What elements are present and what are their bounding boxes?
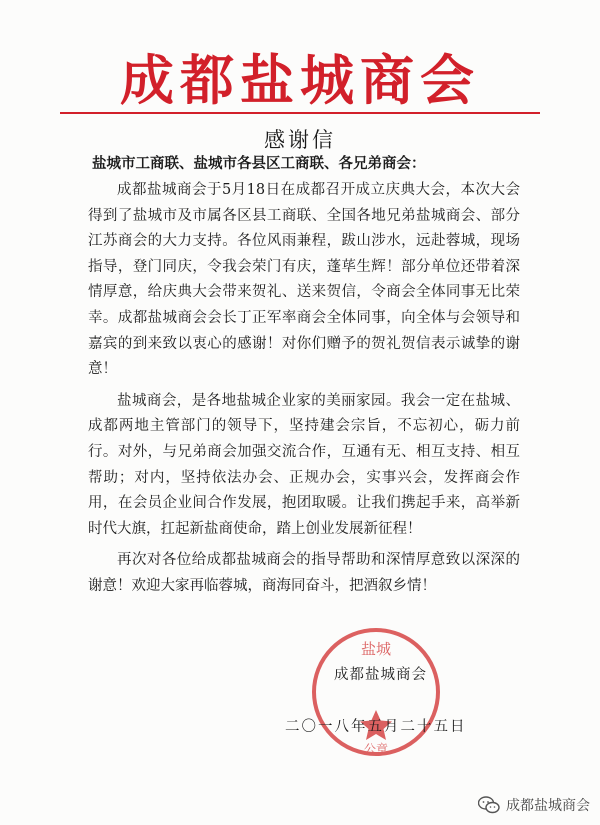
body-paragraph-1: 成都盐城商会于5月18日在成都召开成立庆典大会，本次大会得到了盐城市及市属各区县工商联、全国各地兄弟盐城商会、部分江苏商会的大力支持。各位风雨兼程，跋山涉水，远赴蓉城，现场指导，登门同庆，令我会荣门有庆，蓬荜生辉！部分单位还带着深情厚意，给庆典大会带来贺礼、送来贺信，令商会全体同事无比荣幸。成都盐城商会会长丁正军率商会全体同事，向全体与会领导和嘉宾的到来致以衷心的感谢！对你们赠予的贺礼贺信表示诚挚的谢意！: [88, 182, 520, 378]
letter-body: [88, 178, 520, 606]
body-paragraph-3: 再次对各位给成都盐城商会的指导帮助和深情厚意致以深深的谢意！欢迎大家再临蓉城，商海同奋斗，把酒叙乡情！: [88, 552, 520, 594]
letterhead-divider: [60, 112, 540, 114]
letterhead-title: 成都盐城商会: [120, 49, 480, 112]
letter-salutation: 盐城市工商联、盐城市各县区工商联、各兄弟商会：: [92, 155, 426, 172]
letter-title: 感谢信: [264, 128, 336, 152]
wechat-icon: [478, 795, 500, 815]
signature-organization: 成都盐城商会: [334, 667, 427, 683]
official-seal-stamp: [306, 622, 446, 762]
seal-arc-text: 盐城: [360, 640, 392, 658]
seal-bottom-text: 公章: [363, 742, 389, 756]
watermark-text: 成都盐城商会: [506, 798, 590, 814]
wechat-watermark: [478, 795, 590, 815]
body-paragraph-2: 盐城商会，是各地盐城企业家的美丽家园。我会一定在盐城、成都两地主管部门的领导下，坚持建会宗旨，不忘初心，砺力前行。对外，与兄弟商会加强交流合作，互通有无、相互支持、相互帮助；对内，坚持依法办会、正规办会，实事兴会，发挥商会作用，在会员企业间合作发展，抱团取暖。让我们携起手来，高举新时代大旗，扛起新盐商使命，踏上创业发展新征程！: [88, 392, 520, 537]
signature-date: 二〇一八年五月二十五日: [285, 719, 467, 735]
